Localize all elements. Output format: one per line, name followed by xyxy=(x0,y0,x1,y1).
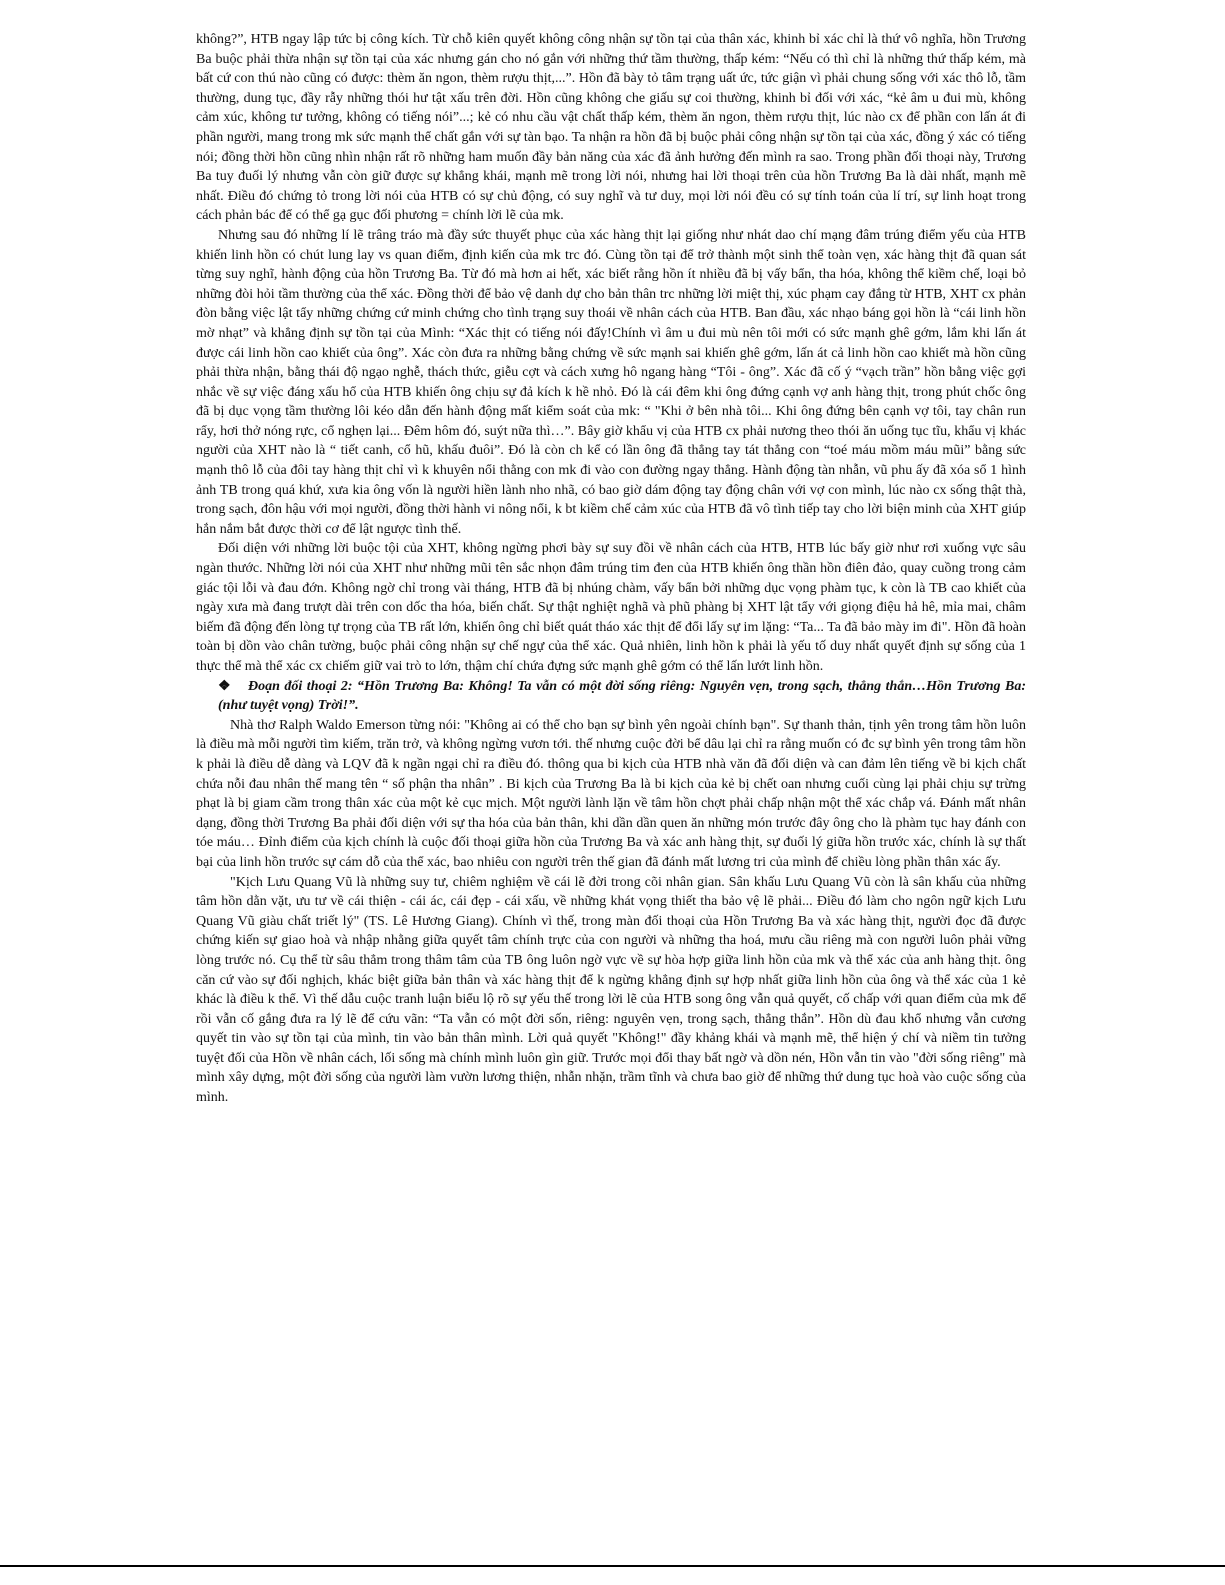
section-heading-text: Đoạn đối thoại 2: “Hồn Trương Ba: Không! Ta vẫn có một đời sống riêng: Nguyên vẹn, trong sạch, thẳng thắn…Hồn Trương Ba: (như tuyệt vọng) Trời!”. xyxy=(218,678,1026,714)
diamond-bullet-icon: ❖ xyxy=(218,678,231,694)
page-bottom-rule xyxy=(0,1565,1225,1567)
paragraph-1: không?”, HTB ngay lập tức bị công kích. Từ chỗ kiên quyết không công nhận sự tồn tại của thân xác, khinh bỉ xác chỉ là thứ vô nghĩa, hồn Trương Ba buộc phải thừa nhận sự tồn tại của xác nhưng gán cho nó gắn với những thứ tầm thường, thấp kém: “Nếu có thì chỉ là những thứ thấp kém, mà bất cứ con thú nào cũng có được: thèm ăn ngon, thèm rượu thịt,...”. Hồn đã bày tỏ tâm trạng uất ức, tức giận vì phải chung sống với xác thô lỗ, tầm thường, dung tục, đầy rẫy những thói hư tật xấu trên đời. Hồn cũng không che giấu sự coi thường, khinh bỉ đối với xác, “kẻ âm u đui mù, không cảm xúc, không tư tưởng, không có tiếng nói”...; kẻ có nhu cầu vật chất thấp kém, thèm ăn ngon, thèm rượu thịt, lúc nào cx để phần con lấn át đi phần người, mang trong mk sức mạnh thể chất gắn với sự tàn bạo. Ta nhận ra hồn đã bị buộc phải công nhận sự tồn tại của xác, đồng ý xác có tiếng nói; đồng thời hồn cũng nhìn nhận rất rõ những ham muốn đầy bản năng của xác đã ảnh hưởng đến mình ra sao. Trong phần đối thoại này, Trương Ba tuy đuối lý nhưng vẫn còn giữ được sự khẳng khái, mạnh mẽ trong lời nói, nhưng hai lời thoại trên của hồn Trương Ba là dài nhất, mạnh mẽ nhất. Điều đó chứng tỏ trong lời nói của HTB có sự chủ động, có suy nghĩ và tư duy, mọi lời nói đều có sự tính toán của lí trí, sự linh hoạt trong cách phản bác để có thể gạ gục đối phương = chính lời lẽ của mk. xyxy=(196,32,1026,224)
document-page xyxy=(196,30,1026,1108)
section-heading xyxy=(196,677,1026,716)
paragraph-3: Đối diện với những lời buộc tội của XHT, không ngừng phơi bày sự suy đồi về nhân cách của HTB, HTB lúc bấy giờ như rơi xuống vực sâu ngàn thước. Những lời nói của XHT như những mũi tên sắc nhọn đâm trúng tim đen của HTB khiến ông thần hồn điên đảo, quay cuồng trong cảm giác tội lỗi và đau đớn. Không ngờ chỉ trong vài tháng, HTB đã bị nhúng chàm, vấy bẩn bởi những dục vọng phàm tục, k còn là TB cao khiết của ngày xưa mà đang trượt dài trên con dốc tha hóa, biến chất. Sự thật nghiệt nghã và phũ phàng bị XHT lật tẩy với giọng điệu hả hê, mỉa mai, châm biếm đã động đến lòng tự trọng của TB rất lớn, khiến ông chỉ biết quát tháo xác thịt để đổi lấy sự im lặng: “Ta... Ta đã bảo mày im đi". Hồn đã hoàn toàn bị dồn vào chân tường, buộc phải công nhận sự chế ngự của thể xác. Quả nhiên, linh hồn k phải là yếu tố duy nhất quyết định sự sống của 1 thực thể mà thể xác cx chiếm giữ vai trò to lớn, thậm chí chứa đựng sức mạnh ghê gớm có thể lấn lướt linh hồn. xyxy=(196,541,1026,674)
paragraph-5: "Kịch Lưu Quang Vũ là những suy tư, chiêm nghiệm về cái lẽ đời trong cõi nhân gian. Sân khấu Lưu Quang Vũ còn là sân khấu của những tâm hồn dằn vặt, ưu tư về cái thiện - cái ác, cái đẹp - cái xấu, về những khát vọng thiết tha bảo vệ lẽ phải... Điều đó làm cho ngôn ngữ kịch Lưu Quang Vũ giàu chất triết lý" (TS. Lê Hương Giang). Chính vì thế, trong màn đối thoại của Hồn Trương Ba và xác hàng thịt, người đọc đã được chứng kiến sự giao hoà và nhập nhằng giữa quyết tâm chính trực của con người và những tha hoá, mưu cầu riêng mà con người luôn phải vững lòng trước nó. Cụ thể từ sâu thẳm trong thâm tâm của TB ông luôn ngờ vực về sự hòa hợp giữa linh hồn của mk và thể xác của anh hàng thịt. ông căn cứ vào sự đối nghịch, khác biệt giữa bản thân và xác hàng thịt để k ngừng khẳng định sự hợp nhất giữa linh hồn của ông và thể xác của 1 kẻ khác là điều k thể. Vì thế dẫu cuộc tranh luận biểu lộ rõ sự yếu thế trong lời lẽ của HTB song ông vẫn quả quyết, cố chấp với quan điểm của mk để rồi vẫn cố gắng đưa ra lý lẽ để cứu vãn: “Ta vẫn có một đời sốn, riêng: nguyên vẹn, trong sạch, thẳng thắn”. Hồn dù đau khổ nhưng vẫn cương quyết tin vào sự tồn tại của mình, tin vào bản thân mình. Lời quả quyết "Không!" đầy khảng khái và mạnh mẽ, thể hiện ý chí và niềm tin tưởng tuyệt đối của Hồn về nhân cách, lối sống mà chính mình luôn gìn giữ. Trước mọi đổi thay bất ngờ và dồn nén, Hồn vẫn tin vào "đời sống riêng" mà mình xây dựng, một đời sống của người làm vườn lương thiện, nhẫn nhặn, trầm tĩnh và chưa bao giờ để những thứ dung tục hoà vào cuộc sống của mình. xyxy=(196,874,1026,1106)
paragraph-2: Nhưng sau đó những lí lẽ trâng tráo mà đầy sức thuyết phục của xác hàng thịt lại giống như nhát dao chí mạng đâm trúng điểm yếu của HTB khiến linh hồn có chút lung lay vs quan điểm, định kiến của mk trc đó. Cùng tồn tại để trở thành một sinh thể toàn vẹn, xác hàng thịt đã quan sát từng suy nghĩ, hành động của hồn Trương Ba. Từ đó mà hơn ai hết, xác biết rằng hồn ít nhiều đã bị vấy bẩn, tha hóa, không thể kiềm chế, loại bỏ những đòi hỏi tầm thường của thể xác. Đồng thời để bảo vệ danh dự cho bản thân trc những lời miệt thị, xúc phạm cay đắng từ HTB, XHT cx phản đòn bằng việc lật tẩy những chứng cứ minh chứng cho tình trạng suy thoái về nhân cách của HTB. Ban đầu, xác nhạo báng gọi hồn là “cái linh hồn mờ nhạt” và khẳng định sự tồn tại của Mình: “Xác thịt có tiếng nói đấy!Chính vì âm u đui mù nên tôi mới có sức mạnh ghê gớm, lắm khi lấn át được cái linh hồn cao khiết của ông”. Xác còn đưa ra những bằng chứng về sức mạnh sai khiến ghê gớm, lấn át cả linh hồn cao khiết mà hồn cũng phải thừa nhận, bằng thái độ ngạo nghễ, thách thức, giễu cợt và cách xưng hô ngang hàng “Tôi - ông”. Xác đã cố ý “vạch trần” hồn bằng việc gợi nhắc về sự việc đáng xấu hổ của HTB khiến ông chịu sự đả kích k hề nhỏ. Đó là cái đêm khi ông đứng cạnh vợ anh hàng thịt, trong phút chốc ông đã bị dục vọng tầm thường lôi kéo dẫn đến hành động mất kiểm soát của mk: “ "Khi ở bên nhà tôi... Khi ông đứng bên cạnh vợ tôi, tay chân run rẩy, hơi thở nóng rực, cổ nghẹn lại... Đêm hôm đó, suýt nữa thì…”. Bây giờ khẩu vị của HTB cx phải nương theo thói ăn uống tục tĩu, khẩu vị khác người của XHT nào là “ tiết canh, cổ hũ, khấu đuôi”. Đó là còn ch kể có lần ông đã thẳng tay tát thẳng con “toé máu mồm máu mũi” bằng sức mạnh thô lỗ của đôi tay hàng thịt chỉ vì k khuyên nổi thằng con mk đi vào con đường ngay thẳng. Hành động tàn nhẫn, vũ phu ấy đã xóa sổ 1 hình ảnh TB trong quá khứ, xưa kia ông vốn là người hiền lành nho nhã, có bao giờ dám động tay động chân với vợ con mình, lúc nào cx sống thật thà, trong sạch, đôn hậu với mọi người, đồng thời hành vi nông nổi, k bt kiềm chế cảm xúc của HTB đã vô tình tiếp tay cho lời biện minh của XHT giúp hắn nắm bắt được thời cơ để lật ngược tình thế. xyxy=(196,227,1026,537)
paragraph-4: Nhà thơ Ralph Waldo Emerson từng nói: "Không ai có thể cho bạn sự bình yên ngoài chính bạn". Sự thanh thản, tịnh yên trong tâm hồn luôn là điều mà mỗi người tìm kiếm, trăn trở, và không ngừng vươn tới. thế nhưng cuộc đời bể dâu lại chỉ ra rằng muốn có đc sự bình yên trong tâm hồn k phải là điều dễ dàng và LQV đã k ngần ngại chỉ ra điều đó. thông qua bi kịch của HTB nhà văn đã đối diện và can đảm lên tiếng về bi kịch chất chứa nỗi đau nhân thế mang tên “ số phận tha nhân” . Bi kịch của Trương Ba là bi kịch của kẻ bị chết oan nhưng cuối cùng lại phải chịu sự trừng phạt là bị giam cầm trong thân xác của một kẻ cục mịch. Một người lành lặn về tâm hồn chợt phải chấp nhận một thể xác chắp vá. Đánh mất nhân dạng, đồng thời Trương Ba phải đối diện với sự tha hóa của bản thân, khi dần dần quen ăn những món trước đây ông cho là phàm tục hay đánh con tóe máu… Đỉnh điểm của kịch chính là cuộc đối thoại giữa hồn của Trương Ba và xác anh hàng thịt, sự đuối lý giữa hồn trước xác, chính là sự thất bại của linh hồn trước sự cám dỗ của thể xác, bao nhiêu con người trên thế gian đã đánh mất lương tri của mình để chiều lòng phần thân xác ấy. xyxy=(196,717,1026,870)
